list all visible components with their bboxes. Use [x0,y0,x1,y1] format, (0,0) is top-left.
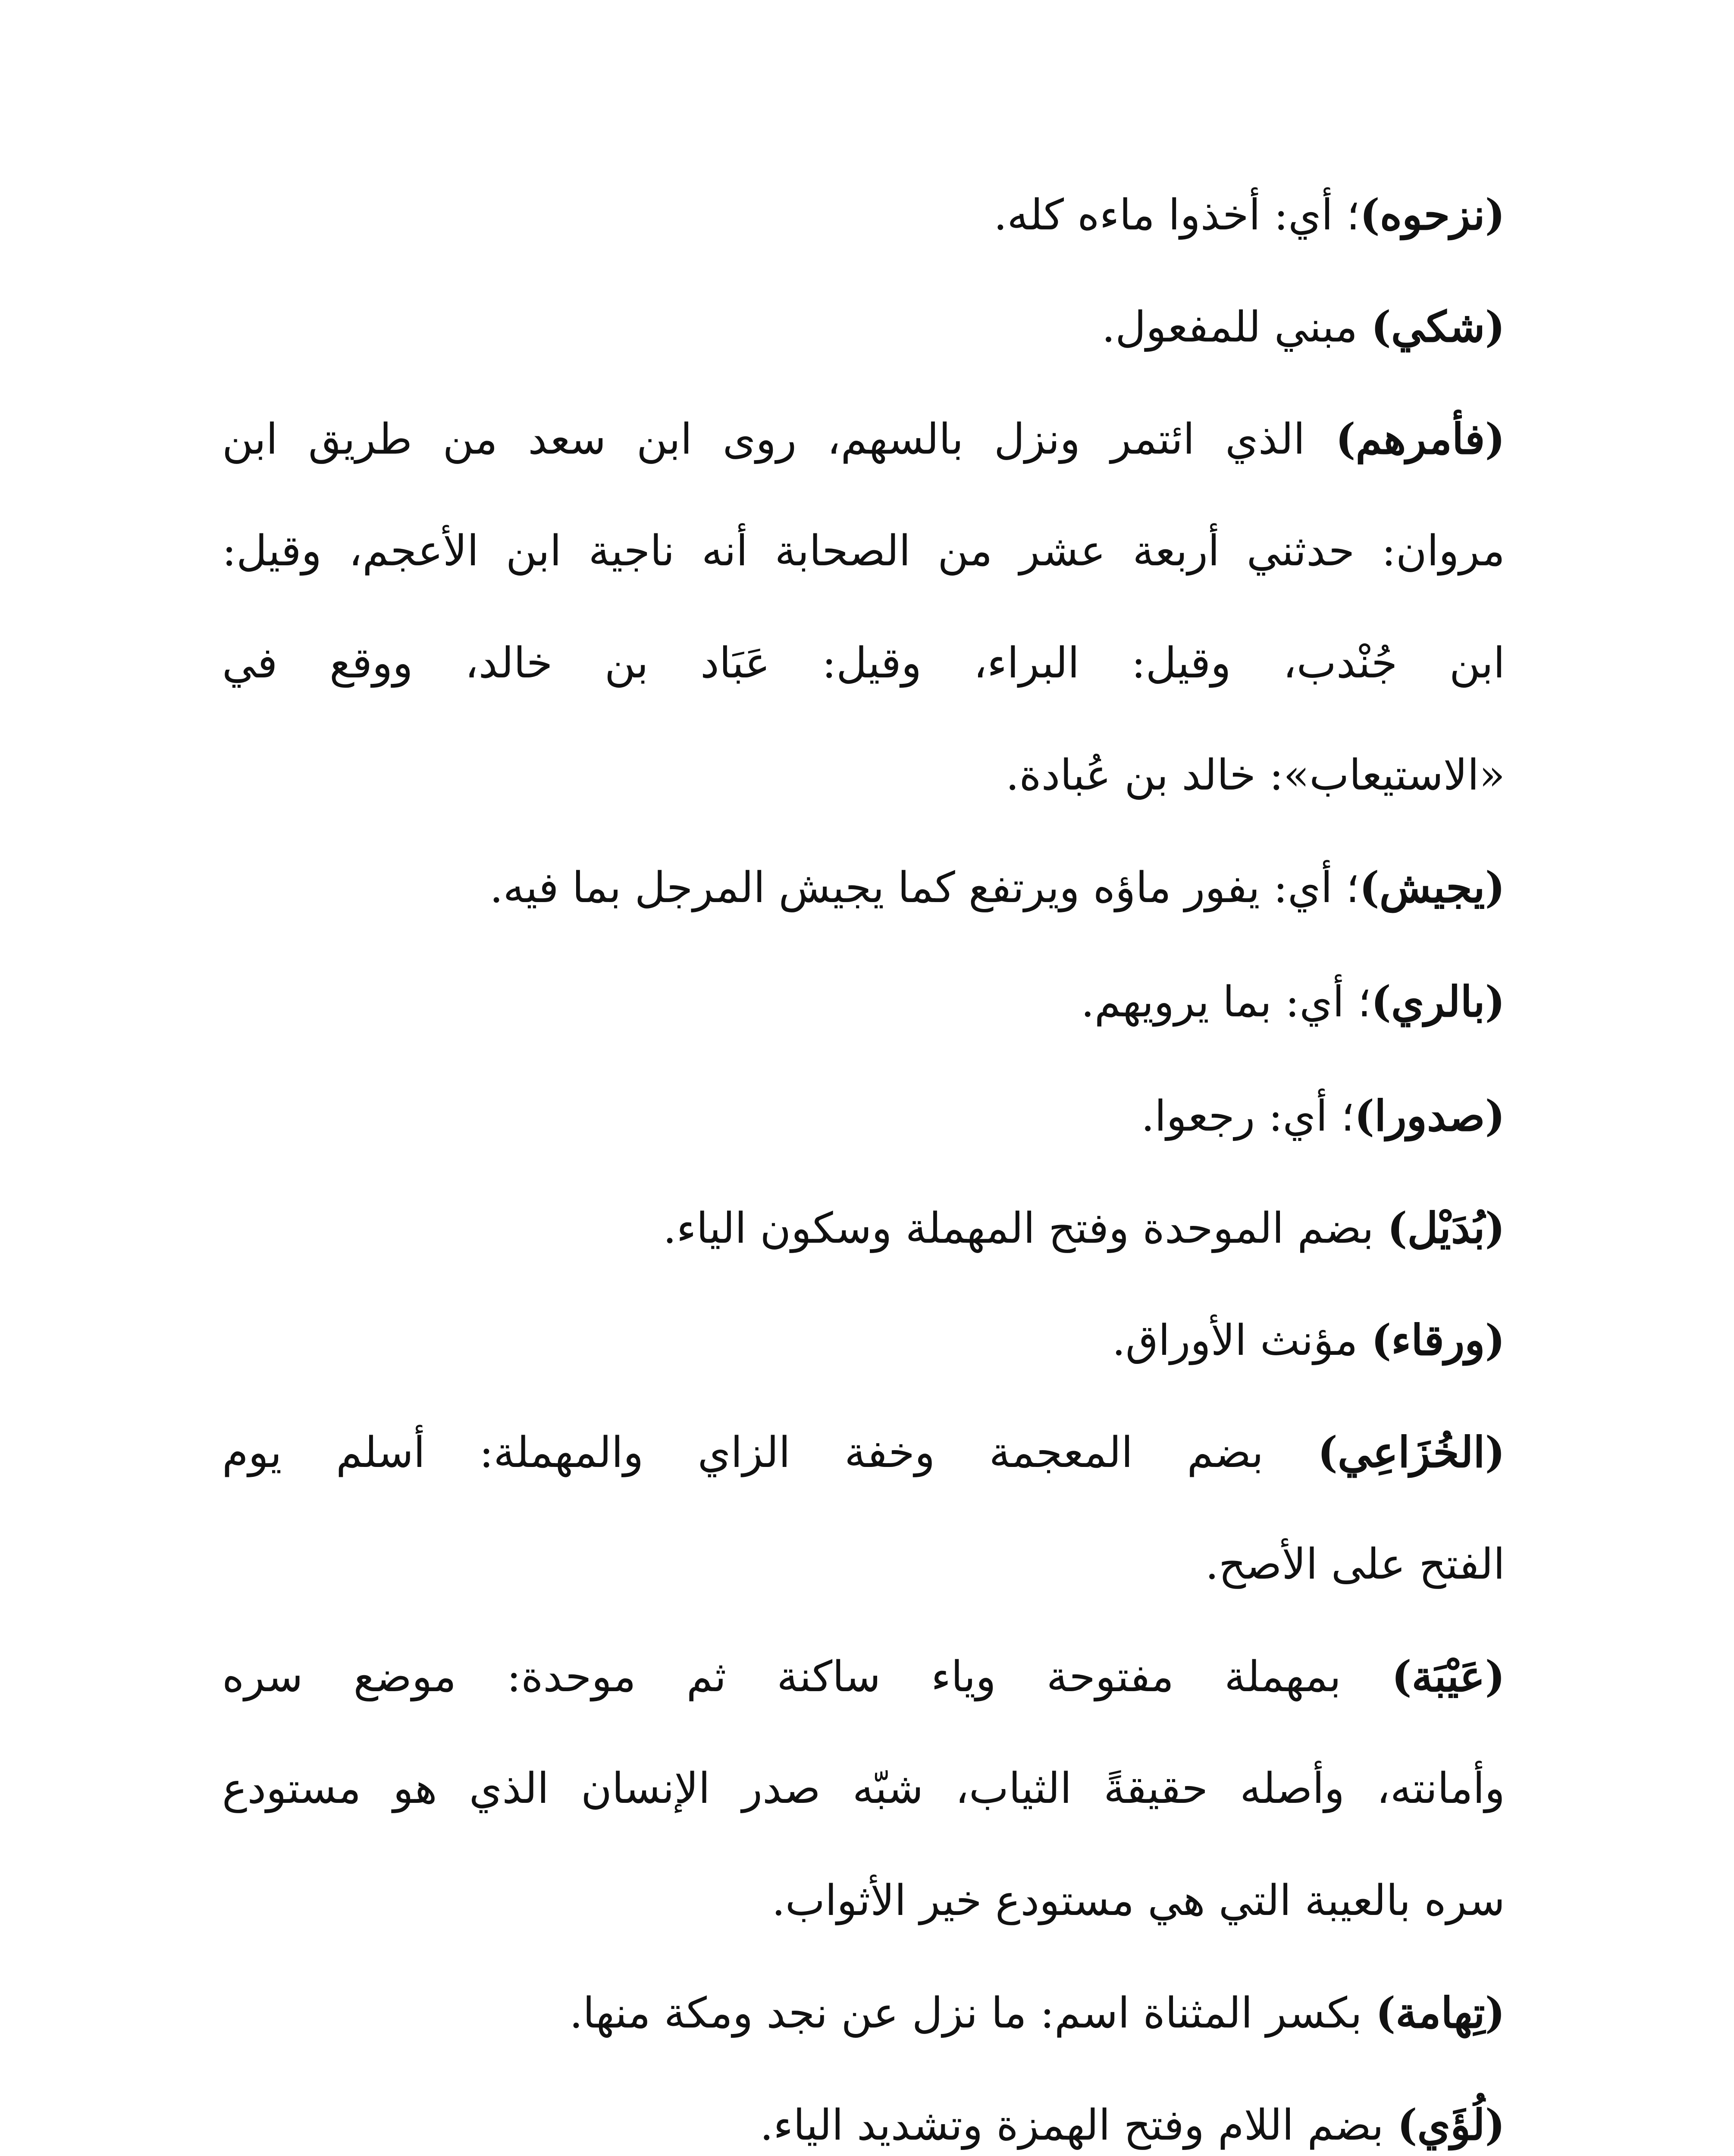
entry-text: بمهملة مفتوحة وياء ساكنة ثم موحدة: موضع سره [222,1652,1392,1702]
entry-term: (شكي) [1371,302,1505,352]
entry-term: (تِهامة) [1375,1988,1505,2038]
continuation-line [222,750,1505,801]
entry-text: الذي ائتمر ونزل بالسهم، روى ابن سعد من طريق ابن [222,415,1336,464]
entry-text: مبني للمفعول. [1101,303,1371,352]
entry-text: بكسر المثناة اسم: ما نزل عن نجد ومكة منها. [569,1989,1376,2038]
entry-line [222,1203,1505,1254]
entry-text: بضم اللام وفتح الهمزة وتشديد الياء. [760,2101,1398,2150]
entry-line [222,1651,1505,1703]
entry-term: (نزحوه) [1360,190,1505,240]
entry-text: «الاستيعاب»: خالد بن عُبادة. [1006,751,1505,800]
entry-line [222,190,1505,241]
entry-line [222,1315,1505,1366]
entry-text: مؤنث الأوراق. [1112,1316,1371,1365]
entry-text: ؛ أي: يفور ماؤه ويرتفع كما يجيش المرجل بما فيه. [489,863,1360,912]
entry-text: ؛ أي: أخذوا ماءه كله. [994,191,1360,240]
entry-text: وأمانته، وأصله حقيقةً الثياب، شبّه صدر الإنسان الذي هو مستودع [222,1764,1505,1813]
entry-text: بضم الموحدة وفتح المهملة وسكون الياء. [663,1204,1388,1253]
entry-line [222,1091,1505,1142]
continuation-line [222,638,1505,689]
entry-term: (بُدَيْل) [1387,1203,1505,1253]
entry-text: مروان: حدثني أربعة عشر من الصحابة أنه ناجية ابن الأعجم، وقيل: [222,526,1505,576]
entry-line [222,1427,1505,1479]
entry-text: ؛ أي: رجعوا. [1141,1092,1355,1141]
entry-text: سره بالعيبة التي هي مستودع خير الأثواب. [771,1876,1505,1925]
entry-term: (يجيش) [1359,863,1505,912]
entry-text: بضم المعجمة وخفة الزاي والمهملة: أسلم يوم [222,1428,1318,1477]
entry-text: ؛ أي: بما يرويهم. [1081,978,1371,1027]
entry-term: (لُؤَي) [1397,2100,1505,2150]
entry-line [222,1988,1505,2039]
entry-line [222,414,1505,465]
entry-line [222,977,1505,1028]
entry-term: (بالري) [1371,977,1505,1027]
continuation-line [222,1764,1505,1814]
entry-text: ابن جُنْدب، وقيل: البراء، وقيل: عَبَاد بن خالد، ووقع في [222,639,1505,688]
entry-term: (صدورا) [1354,1091,1505,1141]
entry-term: (ورقاء) [1371,1316,1505,1365]
continuation-line [222,1539,1505,1590]
entry-term: (عَيْبَة) [1392,1652,1505,1702]
entry-line [222,2100,1505,2151]
entry-line [222,862,1505,914]
continuation-line [222,526,1505,577]
entry-term: (الخُزَاعِي) [1317,1428,1505,1477]
continuation-line [222,1876,1505,1927]
entry-line [222,302,1505,353]
entry-term: (فأمرهم) [1336,414,1505,464]
entry-text: الفتح على الأصح. [1205,1540,1505,1589]
